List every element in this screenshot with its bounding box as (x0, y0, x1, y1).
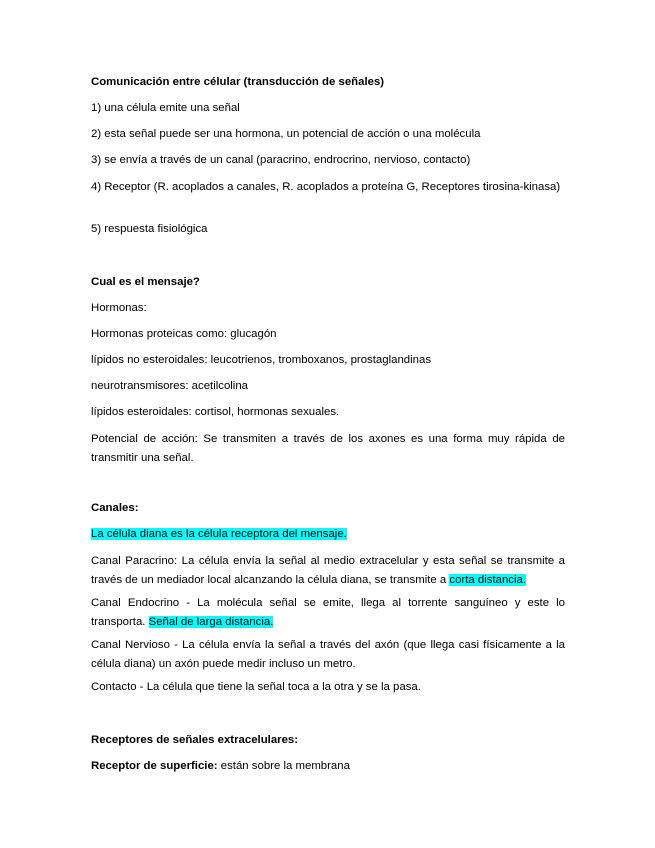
highlighted-text: La célula diana es la célula receptora del mensaje. (91, 528, 347, 540)
paragraph-contacto: Contacto - La célula que tiene la señal toca a la otra y se la pasa. (91, 681, 421, 693)
heading-canales: Canales: (91, 502, 139, 514)
list-item: neurotransmisores: acetilcolina (91, 380, 249, 392)
list-item: 5) respuesta fisiológica (91, 223, 208, 235)
list-item: 3) se envía a través de un canal (paracrino, endrocrino, nervioso, contacto) (91, 154, 471, 166)
paragraph-potencial: Potencial de acción: Se transmiten a través de los axones es una forma muy rápida de transmitir una señal. (91, 433, 565, 464)
list-item: lípidos esteroidales: cortisol, hormonas sexuales. (91, 406, 340, 418)
paracrino-text: Canal Paracrino: La célula envía la señal al medio extracelular y esta señal se transmite a través de un mediador local alcanzando la célula diana, se transmite a (91, 555, 565, 586)
paragraph-superficie (91, 757, 565, 776)
superficie-text: están sobre la membrana (217, 760, 350, 772)
list-item: Hormonas proteicas como: glucagón (91, 328, 277, 340)
highlighted-text: Señal de larga distancia. (148, 616, 274, 628)
paragraph-nervioso: Canal Nervioso - La célula envía la señal a través del axón (que llega casi físicamente a la célula diana) un axón puede medir incluso un metro. (91, 639, 565, 670)
paragraph-paracrino (91, 552, 565, 590)
list-item: 2) esta señal puede ser una hormona, un potencial de acción o una molécula (91, 128, 481, 140)
heading-mensaje: Cual es el mensaje? (91, 276, 200, 288)
heading-comunicacion: Comunicación entre célular (transducción de señales) (91, 76, 385, 88)
list-item: 1) una célula emite una señal (91, 102, 240, 114)
paragraph-endocrino (91, 594, 565, 632)
highlighted-text: corta distancia. (449, 574, 526, 586)
list-item: Hormonas: (91, 302, 147, 314)
superficie-label: Receptor de superficie: (91, 760, 218, 772)
list-item: lípidos no esteroidales: leucotrienos, tromboxanos, prostaglandinas (91, 354, 432, 366)
heading-receptores: Receptores de señales extracelulares: (91, 734, 299, 746)
endocrino-text: Canal Endocrino - La molécula señal se emite, llega al torrente sanguíneo y este lo transporta. (91, 597, 565, 628)
list-item: 4) Receptor (R. acoplados a canales, R. acoplados a proteína G, Receptores tirosina-kinasa) (91, 181, 561, 193)
paragraph-diana (91, 525, 565, 544)
